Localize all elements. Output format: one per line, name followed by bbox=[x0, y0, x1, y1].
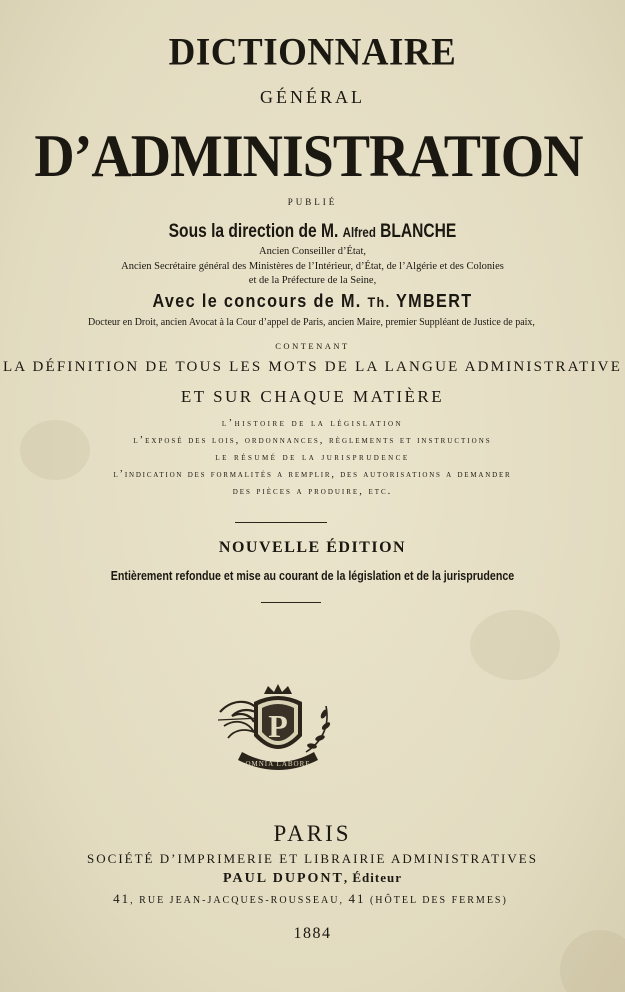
concours-prefix: Avec le concours de M. bbox=[152, 291, 368, 311]
imprint-society: SOCIÉTÉ D’IMPRIMERIE ET LIBRAIRIE ADMINISTRATIVES bbox=[87, 851, 538, 866]
contents-item: le résumé de la jurisprudence bbox=[215, 452, 410, 463]
direction-firstname: Alfred bbox=[342, 224, 376, 240]
address-street: , RUE JEAN-JACQUES-ROUSSEAU, bbox=[130, 895, 349, 906]
divider-rule bbox=[235, 522, 327, 523]
publisher-name: PAUL DUPONT bbox=[222, 871, 344, 886]
title-general: GÉNÉRAL bbox=[260, 87, 365, 107]
address-number: 41 bbox=[113, 891, 131, 906]
contents-item: l’histoire de la législation bbox=[221, 418, 404, 429]
imprint-publisher-line bbox=[0, 871, 625, 886]
contents-item: des pièces a produire, etc. bbox=[232, 486, 393, 497]
paper-stain bbox=[470, 610, 560, 680]
edition-title: NOUVELLE ÉDITION bbox=[218, 539, 407, 556]
direction-prefix: Sous la direction de M. bbox=[168, 221, 343, 242]
publisher-suffix: , Éditeur bbox=[343, 870, 403, 885]
address-building: (HÔTEL DES FERMES) bbox=[365, 895, 508, 906]
imprint-city: PARIS bbox=[273, 821, 352, 846]
publication-year: 1884 bbox=[293, 925, 332, 942]
definition-line-2: ET SUR CHAQUE MATIÈRE bbox=[180, 387, 445, 406]
contenant-label: CONTENANT bbox=[275, 341, 350, 351]
direction-credit-3: et de la Préfecture de la Seine, bbox=[248, 275, 377, 286]
svg-text:P: P bbox=[268, 708, 288, 744]
concours-surname: YMBERT bbox=[390, 291, 473, 311]
contents-item: l’indication des formalités a remplir, des autorisations a demander bbox=[113, 469, 512, 480]
concours-credit: Docteur en Droit, ancien Avocat à la Cour d’appel de Paris, ancien Maire, premier Suppléant de Justice de paix, bbox=[88, 317, 535, 328]
definition-line-1: LA DÉFINITION DE TOUS LES MOTS DE LA LANGUE ADMINISTRATIVE bbox=[2, 359, 623, 375]
imprint-address bbox=[0, 892, 623, 906]
concours-line bbox=[31, 292, 594, 310]
divider-rule bbox=[261, 602, 321, 603]
direction-line bbox=[56, 222, 569, 241]
publisher-emblem-icon bbox=[214, 682, 342, 778]
contents-item: l’exposé des lois, ordonnances, règlements et instructions bbox=[133, 435, 492, 446]
publie-label: PUBLIÉ bbox=[287, 197, 338, 207]
concours-firstname: Th. bbox=[367, 294, 391, 310]
edition-subtitle: Entièrement refondue et mise au courant de la législation et de la jurisprudence bbox=[110, 568, 515, 583]
emblem-motto: OMNIA LABORE bbox=[245, 760, 311, 768]
direction-surname: BLANCHE bbox=[375, 221, 457, 242]
address-number-2: 41 bbox=[348, 891, 366, 906]
direction-credit-2: Ancien Secrétaire général des Ministères de l’Intérieur, d’État, de l’Algérie et des Colonies bbox=[121, 261, 504, 272]
title-dictionnaire: DICTIONNAIRE bbox=[168, 30, 457, 75]
title-administration: D’ADMINISTRATION bbox=[34, 123, 583, 189]
direction-credit-1: Ancien Conseiller d’État, bbox=[258, 246, 366, 257]
